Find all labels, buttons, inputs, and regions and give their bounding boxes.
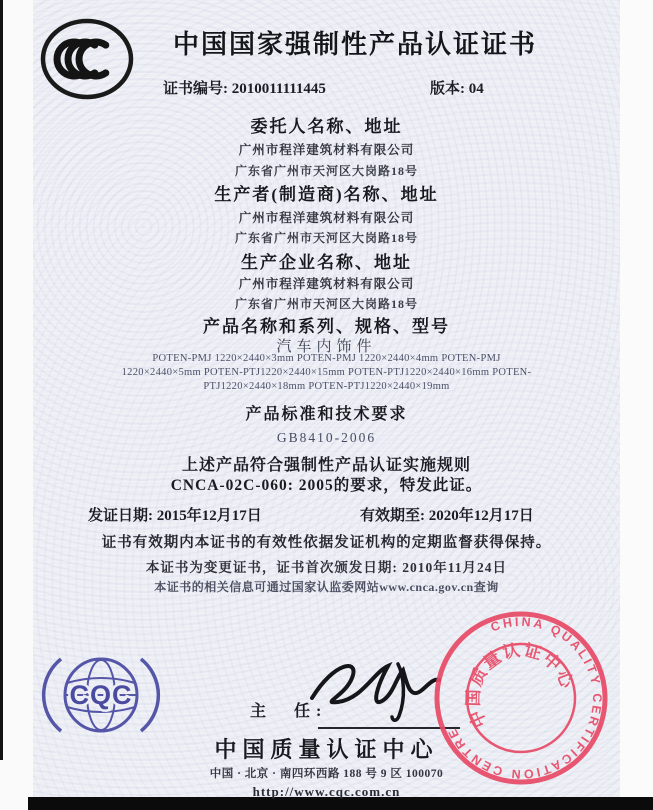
issue-date: 发证日期: 2015年12月17日 [88, 508, 262, 524]
applicant-address: 广东省广州市天河区大岗路18号 [234, 164, 418, 178]
query-note: 本证书的相关信息可通过国家认监委网站www.cnca.gov.cn查询 [154, 580, 499, 594]
org-website: http://www.cqc.com.cn [252, 784, 401, 799]
validity-note: 证书有效期内本证书的有效性依据发证机构的定期监督获得保持。 [101, 535, 552, 551]
cqc-logo-icon [36, 645, 166, 745]
scan-margin-right [620, 0, 653, 810]
spec-line-2: 1220×2440×5mm POTEN-PTJ1220×2440×15mm POTEN-PTJ1220×2440×16mm POTEN- [121, 367, 532, 378]
stamp-outer-text: CHINA QUALITY CERTIFICATION CENTRE [444, 614, 605, 782]
product-name: 汽车内饰件 [276, 339, 377, 355]
factory-address: 广东省广州市天河区大岗路18号 [234, 297, 418, 311]
ccc-logo-icon [38, 16, 136, 102]
statement-line-2: CNCA-02C-060: 2005的要求，特发此证。 [170, 477, 483, 494]
spec-line-3: PTJ1220×2440×18mm POTEN-PTJ1220×2440×19mm [203, 381, 450, 392]
org-name: 中国质量认证中心 [214, 737, 439, 762]
manufacturer-address: 广东省广州市天河区大岗路18号 [234, 231, 418, 245]
cqc-logo-text: CQC [69, 680, 133, 710]
manufacturer-heading: 生产者(制造商)名称、地址 [214, 185, 439, 204]
factory-heading: 生产企业名称、地址 [241, 253, 412, 272]
product-heading: 产品名称和系列、规格、型号 [203, 317, 450, 336]
standard-heading: 产品标准和技术要求 [245, 406, 408, 423]
applicant-name: 广州市程洋建筑材料有限公司 [238, 143, 415, 157]
manufacturer-name: 广州市程洋建筑材料有限公司 [238, 211, 415, 225]
standard-value: GB8410-2006 [276, 430, 377, 445]
applicant-heading: 委托人名称、地址 [250, 117, 403, 136]
director-label: 主 任: [250, 703, 328, 720]
statement-line-1: 上述产品符合强制性产品认证实施规则 [181, 457, 471, 474]
scan-margin-left [0, 0, 33, 810]
stamp-inner-text: 中国质量认证中心 [463, 640, 578, 731]
scan-edge-line [0, 0, 3, 760]
certificate-version: 版本: 04 [430, 81, 484, 97]
product-spec-lines [45, 352, 608, 394]
expiry-date: 有效期至: 2020年12月17日 [360, 508, 534, 524]
certificate-title: 中国国家强制性产品认证证书 [172, 30, 537, 59]
change-note: 本证书为变更证书，证书首次颁发日期: 2010年11月24日 [145, 560, 508, 575]
factory-name: 广州市程洋建筑材料有限公司 [238, 277, 415, 291]
org-address: 中国 · 北京 · 南四环西路 188 号 9 区 100070 [209, 768, 444, 780]
spec-line-1: POTEN-PMJ 1220×2440×3mm POTEN-PMJ 1220×2440×4mm POTEN-PMJ [152, 353, 501, 364]
certificate-number: 证书编号: 2010011111445 [163, 81, 326, 97]
